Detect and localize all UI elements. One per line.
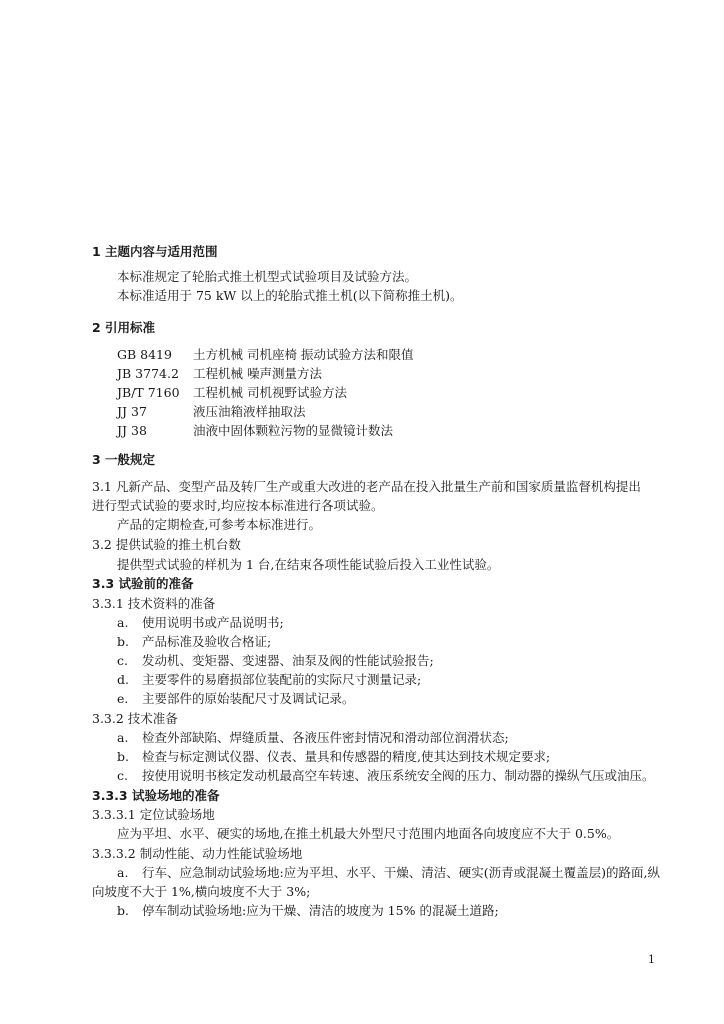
list-item-continuation: 向坡度不大于 1%,横向坡度不大于 3%; [92, 884, 311, 899]
section-1-paragraph-2: 本标准适用于 75 kW 以上的轮胎式推土机(以下简称推土机)。 [117, 288, 463, 303]
clause-3-2-heading: 3.2 提供试验的推土机台数 [92, 537, 241, 552]
list-item-text: 行车、应急制动试验场地:应为平坦、水平、干燥、清洁、硬实(沥青或混凝土覆盖层)的路面,纵 [142, 865, 660, 880]
clause-3-3-heading: 3.3 试验前的准备 [92, 576, 194, 591]
page-number: 1 [648, 953, 655, 966]
list-item-mark: d. [117, 672, 129, 687]
clause-3-1-line-1: 3.1 凡新产品、变型产品及转厂生产或重大改进的老产品在投入批量生产前和国家质量监督机构提出 [92, 479, 641, 494]
list-item-mark: b. [117, 903, 129, 918]
ref-title: 土方机械 司机座椅 振动试验方法和限值 [193, 347, 414, 362]
clause-3-3-3-heading: 3.3.3 试验场地的准备 [92, 788, 220, 803]
list-item-mark: b. [117, 749, 129, 764]
clause-3-3-3-1-text: 应为平坦、水平、硬实的场地,在推土机最大外型尺寸范围内地面各向坡度应不大于 0.5%。 [117, 826, 620, 841]
clause-3-3-2-heading: 3.3.2 技术准备 [92, 711, 178, 726]
section-3-heading: 3 一般规定 [92, 452, 156, 467]
list-item-mark: b. [117, 634, 129, 649]
list-item-text: 检查外部缺陷、焊缝质量、各液压件密封情况和滑动部位润滑状态; [142, 730, 509, 745]
list-item-mark: e. [117, 691, 129, 706]
ref-title: 油液中固体颗粒污物的显微镜计数法 [193, 423, 394, 438]
list-item-mark: a. [117, 730, 129, 745]
clause-3-1-line-3: 产品的定期检查,可参考本标准进行。 [117, 517, 321, 532]
clause-3-2-text: 提供型式试验的样机为 1 台,在结束各项性能试验后投入工业性试验。 [117, 557, 500, 572]
list-item-text: 主要零件的易磨损部位装配前的实际尺寸测量记录; [142, 672, 422, 687]
section-2-heading: 2 引用标准 [92, 320, 156, 335]
list-item-text: 使用说明书或产品说明书; [142, 615, 284, 630]
list-item-mark: a. [117, 615, 129, 630]
clause-3-3-1-heading: 3.3.1 技术资料的准备 [92, 596, 216, 611]
ref-code: JJ 37 [117, 404, 147, 419]
list-item-mark: a. [117, 865, 129, 880]
list-item-text: 发动机、变矩器、变速器、油泵及阀的性能试验报告; [142, 653, 434, 668]
ref-code: JB/T 7160 [117, 385, 180, 400]
ref-code: GB 8419 [117, 347, 172, 362]
clause-3-3-3-1-heading: 3.3.3.1 定位试验场地 [92, 807, 215, 822]
ref-code: JJ 38 [117, 423, 147, 438]
section-1-paragraph-1: 本标准规定了轮胎式推土机型式试验项目及试验方法。 [117, 269, 418, 284]
list-item-text: 主要部件的原始装配尺寸及调试记录。 [142, 691, 355, 706]
ref-code: JB 3774.2 [117, 366, 179, 381]
list-item-text: 产品标准及验收合格证; [142, 634, 272, 649]
section-1-heading: 1 主题内容与适用范围 [92, 244, 218, 259]
ref-title: 工程机械 噪声测量方法 [193, 366, 322, 381]
list-item-text: 检查与标定测试仪器、仪表、量具和传感器的精度,使其达到技术规定要求; [142, 749, 551, 764]
clause-3-1-line-2: 进行型式试验的要求时,均应按本标准进行各项试验。 [92, 498, 384, 513]
list-item-mark: c. [117, 768, 128, 783]
ref-title: 液压油箱液样抽取法 [193, 404, 306, 419]
clause-3-3-3-2-heading: 3.3.3.2 制动性能、动力性能试验场地 [92, 846, 303, 861]
list-item-text: 停车制动试验场地:应为干燥、清洁的坡度为 15% 的混凝土道路; [142, 903, 499, 918]
ref-title: 工程机械 司机视野试验方法 [193, 385, 347, 400]
list-item-mark: c. [117, 653, 128, 668]
list-item-text: 按使用说明书核定发动机最高空车转速、液压系统安全阀的压力、制动器的操纵气压或油压。 [142, 768, 655, 783]
